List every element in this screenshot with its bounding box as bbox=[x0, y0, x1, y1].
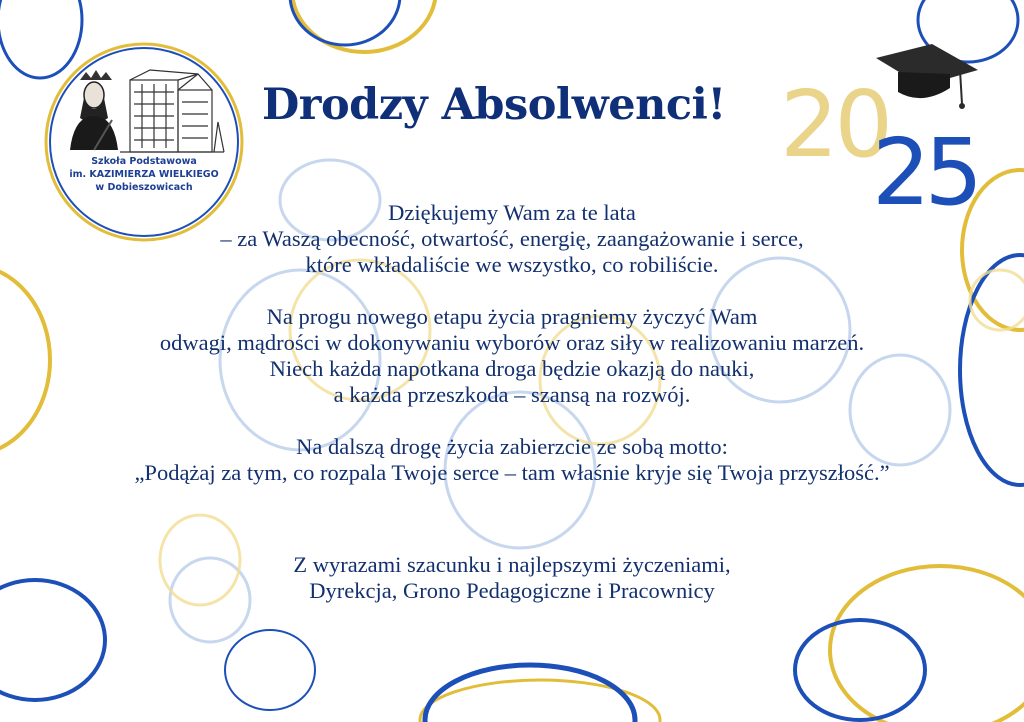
greeting-text bbox=[0, 200, 1024, 486]
text-line: Dyrekcja, Grono Pedagogiczne i Pracownicy bbox=[309, 578, 715, 603]
school-name bbox=[62, 156, 226, 194]
page-title: Drodzy Absolwenci! bbox=[262, 80, 726, 130]
school-name-line: w Dobieszowicach bbox=[95, 181, 193, 193]
year-part-one: 20 bbox=[780, 71, 890, 178]
closing-signature bbox=[0, 552, 1024, 604]
text-line: Dziękujemy Wam za te lata bbox=[388, 200, 636, 225]
text-line: Na dalszą drogę życia zabierzcie ze sobą motto: bbox=[296, 434, 728, 459]
school-name-line: Szkoła Podstawowa bbox=[91, 156, 197, 167]
text-line: odwagi, mądrości w dokonywaniu wyborów oraz siły w realizowaniu marzeń. bbox=[159, 330, 865, 355]
graduation-cap-icon bbox=[876, 44, 978, 109]
text-line: „Podążaj za tym, co rozpala Twoje serce – tam właśnie kryje się Twoja przyszłość.” bbox=[134, 460, 890, 485]
text-line: Z wyrazami szacunku i najlepszymi życzeniami, bbox=[293, 552, 731, 577]
year-part-two: 25 bbox=[872, 119, 978, 218]
year-graphic bbox=[780, 38, 1010, 218]
text-line: Niech każda napotkana droga będzie okazją do nauki, bbox=[269, 356, 755, 381]
text-line: a każda przeszkoda – szansą na rozwój. bbox=[333, 382, 691, 407]
text-line: – za Waszą obecność, otwartość, energię, zaangażowanie i serce, bbox=[220, 226, 804, 251]
school-name-line: im. KAZIMIERZA WIELKIEGO bbox=[69, 168, 219, 180]
text-line: Na progu nowego etapu życia pragniemy życzyć Wam bbox=[266, 304, 758, 329]
text-line: które wkładaliście we wszystko, co robiliście. bbox=[305, 252, 719, 277]
